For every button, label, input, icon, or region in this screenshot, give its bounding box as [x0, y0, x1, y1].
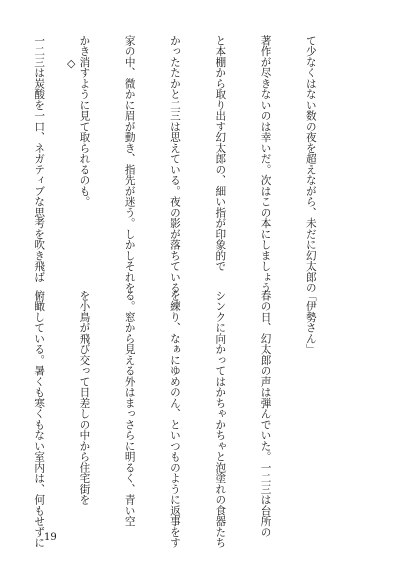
- text-line: と本棚から取り出す幻太郎の、細い指が印象的で: [214, 35, 227, 272]
- text-line: 俯瞰している。暑くも寒くもない室内は、何もせずに: [33, 290, 46, 548]
- text-line: を小鳥が飛び交って日差しの中から住宅街を: [78, 290, 91, 505]
- text-line: 一二三は炭酸を一口、ネガティブな思考を吹き飛ば: [33, 35, 46, 283]
- text-line: [0, 35, 1, 263]
- text-line: 著作が尽きないのは幸いだ。次はこの本にしましょう: [259, 35, 272, 293]
- text-line: かき消すように見て取られるのも。: [78, 35, 91, 207]
- page-number: 19: [44, 532, 57, 543]
- text-line: 春の日、幻太郎の声は弾んでいた。一二三は台所の: [259, 290, 272, 538]
- section-divider-diamond: ◇: [67, 57, 76, 70]
- text-line: 「伊勢さん」: [304, 290, 317, 355]
- text-line: を練り、なぁにゆめのん、といつものように返事をす: [168, 290, 181, 548]
- text-line: シンクに向かってはかちゃかちゃと泡塗れの食器たち: [214, 290, 227, 548]
- text-line: る。窓から見える外はまっさらに明るく、青い空: [123, 290, 136, 527]
- text-line: て少なくはない数の夜を超えながら、未だに幻太郎の: [304, 35, 317, 293]
- text-line: [0, 290, 1, 518]
- text-line: かったたかと二三は思えている。夜の影が落ちている: [168, 35, 181, 293]
- upper-text-block: [33, 35, 348, 293]
- text-line: 家の中、微かに眉が動き、指先が迷う。しかしそれを: [123, 35, 136, 293]
